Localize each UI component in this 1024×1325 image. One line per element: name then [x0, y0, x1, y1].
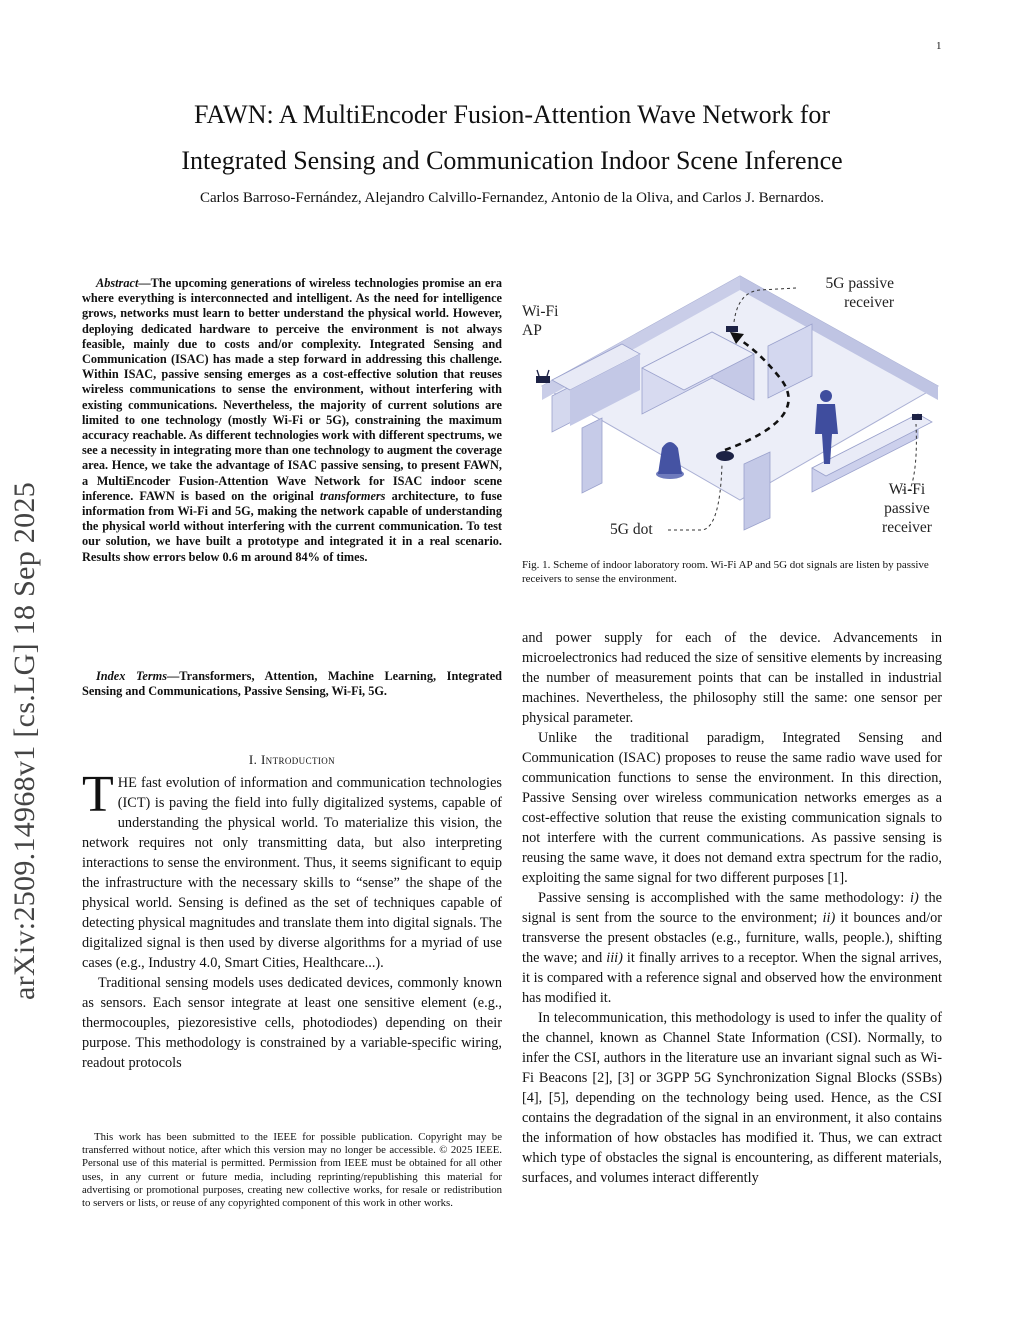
abstract-label: Abstract — [96, 276, 139, 290]
index-terms-label: Index Terms — [96, 669, 167, 683]
p3-part-b: the signal is sent from the source to the environment; — [522, 890, 942, 926]
p3-enum-i: i) — [910, 890, 919, 906]
introduction-text — [82, 766, 502, 1073]
abstract-italic-term: transformers — [319, 488, 386, 503]
section-title: Introduction — [260, 752, 336, 767]
index-terms — [82, 669, 502, 699]
arxiv-identifier: arXiv:2509.14968v1 [cs.LG] 18 Sep 2025 — [8, 481, 41, 1000]
5g-dot-device-icon — [716, 451, 734, 461]
right-paragraph-2: Unlike the traditional paradigm, Integrated Sensing and Communication (ISAC) proposes to reuse the same radio wave used for communication functions to sense the environment. In this direction, Passive Sensing over wireless communication networks emerges as a cost-effective solution that reuse the existing communication signals to not interfere with the current communications. As passive sensing is reusing the same wave, it does not demand extra spectrum for the radio, exploiting the same signal for two different purposes [1]. — [522, 730, 942, 886]
abstract-text: —The upcoming generations of wireless technologies promise an era where everything is interconnected and intelligent. As the need for intelligence grows, networks must learn to better understand the physical world. However, deploying dedicated hardware to perceive the environment is not always feasible, mainly due to costs and/or complexity. Integrated Sensing and Communication (ISAC) has made a step forward in addressing this challenge. Within ISAC, passive sensing emerges as a cost-effective solution that reuses wireless communications to sense the environment, without interfering with existing communications. Nevertheless, the majority of current solutions are limited to one technology (mostly Wi-Fi or 5G), constraining the maximum accuracy reachable. As different technologies work with different spectrums, we see a necessity in integrating more than one technology to augment the coverage area. Hence, we take the advantage of ISAC passive sensing, to present FAWN, a MultiEncoder Fusion-Attention Wave Network for ISAC indoor scene inference. FAWN is based on the original — [82, 276, 502, 503]
paper-header — [80, 92, 944, 207]
copyright-footnote: This work has been submitted to the IEEE for possible publication. Copyright may be transferred without notice, after which this version may no longer be accessible. © 2025 IEEE. Personal use of this material is permitted. Permission from IEEE must be obtained for all other uses, in any current or future media, including reprinting/republishing this material for advertising or promotional purposes, creating new collective works, for resale or redistribution to servers or lists, or reuse of any copyrighted component of this work in other works. — [82, 1131, 502, 1210]
partition-left — [582, 418, 602, 493]
intro-paragraph-1-text: HE fast evolution of information and communication technologies (ICT) is paving the field into fully digitalized systems, capable of understanding the physical world. To materialize this vision, the network requires not only transmitting data, but also interpreting interactions to sense the environment. Thus, it seems significant to equip the infrastructure with the necessary skills to “sense” the shape of the physical world. Sensing is defined as the set of techniques capable of detecting physical magnitudes and translate them into digital signals. The digitalized signal is then used by diverse algorithms for a myriad of use cases (e.g., Industry 4.0, Smart Cities, Healthcare...). — [82, 775, 502, 971]
right-paragraph-1: and power supply for each of the device. Advancements in microelectronics had reduced the size of sensitive elements by increasing the number of measurement points that can be installed in industrial machines. Nevertheless, the philosophy still the same: one sensor per physical parameter. — [522, 630, 942, 726]
index-terms-text: —Transformers, Attention, Machine Learning, Integrated Sensing and Communications, Passive Sensing, Wi-Fi, 5G. — [82, 669, 502, 699]
intro-paragraph-1 — [82, 766, 502, 973]
figure-1 — [522, 268, 946, 550]
section-heading — [82, 752, 502, 768]
drop-cap: T — [82, 766, 114, 823]
paper-title-line-2: Integrated Sensing and Communication Indoor Scene Inference — [181, 146, 843, 175]
figure-caption: Fig. 1. Scheme of indoor laboratory room. Wi-Fi AP and 5G dot signals are listen by passive receivers to sense the environment. — [522, 559, 929, 585]
abstract-text-end: architecture, to fuse information from Wi-Fi and 5G, making the network capable of understanding the physical world without interfering with the current communication. To test our solution, we have built a prototype and integrated it in a real scenario. Results show errors below 0.6 m around 84% of times. — [82, 488, 502, 564]
right-column-text — [522, 628, 942, 1188]
label-5g-dot: 5G dot — [610, 521, 653, 538]
intro-paragraph-2: Traditional sensing models uses dedicated devices, commonly known as sensors. Each sensor integrate at least one sensitive element (e.g., thermocouples, piezoresistive cells, photodiodes) depending on their purpose. This methodology is constrained by a variable-specific wiring, readout protocols — [82, 975, 502, 1071]
abstract — [82, 276, 502, 565]
wifi-ap-antenna-2 — [547, 370, 549, 376]
paper-title-line-1: FAWN: A MultiEncoder Fusion-Attention Wave Network for — [193, 100, 831, 129]
person-head — [820, 390, 832, 402]
p3-part-c: it bounces and/or transverse the present obstacles (e.g., furniture, walls, people.), shifting the wave; and — [522, 910, 942, 966]
wifi-ap-device-icon — [536, 376, 550, 383]
wifi-ap-antenna-1 — [537, 370, 539, 376]
label-5g-passive-receiver: 5G passive receiver — [825, 275, 894, 311]
5g-receiver-device-icon — [726, 326, 738, 332]
right-paragraph-4: In telecommunication, this methodology is used to infer the quality of the channel, known as Channel State Information (CSI). Normally, to infer the CSI, authors in the literature use an invariant signal such as Wi-Fi Beacons [2], [3] or 3GPP 5G Synchronization Signal Blocks (SSBs) [4], [5], depending on the technology being used. Hence, as the CSI contains the degradation of the signal in an environment, it also contains the information of how obstacles has modified it. Thus, we can extract which type of obstacles the signal is encountering, as different materials, surfaces, and volumes interact differently — [522, 1010, 942, 1186]
author-list: Carlos Barroso-Fernández, Alejandro Calvillo-Fernandez, Antonio de la Oliva, and Carlos J. Bernardos. — [199, 190, 825, 206]
wifi-receiver-device-icon — [912, 414, 922, 420]
partition-front — [744, 452, 770, 530]
right-paragraph-3 — [522, 888, 942, 1008]
p3-enum-ii: ii) — [822, 910, 836, 926]
page-number: 1 — [936, 40, 942, 52]
section-number: I. — [248, 752, 258, 767]
p3-part-a: Passive sensing is accomplished with the same methodology: — [538, 890, 910, 906]
p3-part-d: it finally arrives to a receptor. When the signal arrives, it is compared with a reference signal and observed how the environment has modified it. — [522, 950, 943, 1006]
label-wifi-ap: Wi-Fi AP — [522, 303, 559, 339]
label-wifi-passive-receiver: Wi-Fi passive receiver — [882, 481, 932, 536]
p3-enum-iii: iii) — [606, 950, 623, 966]
